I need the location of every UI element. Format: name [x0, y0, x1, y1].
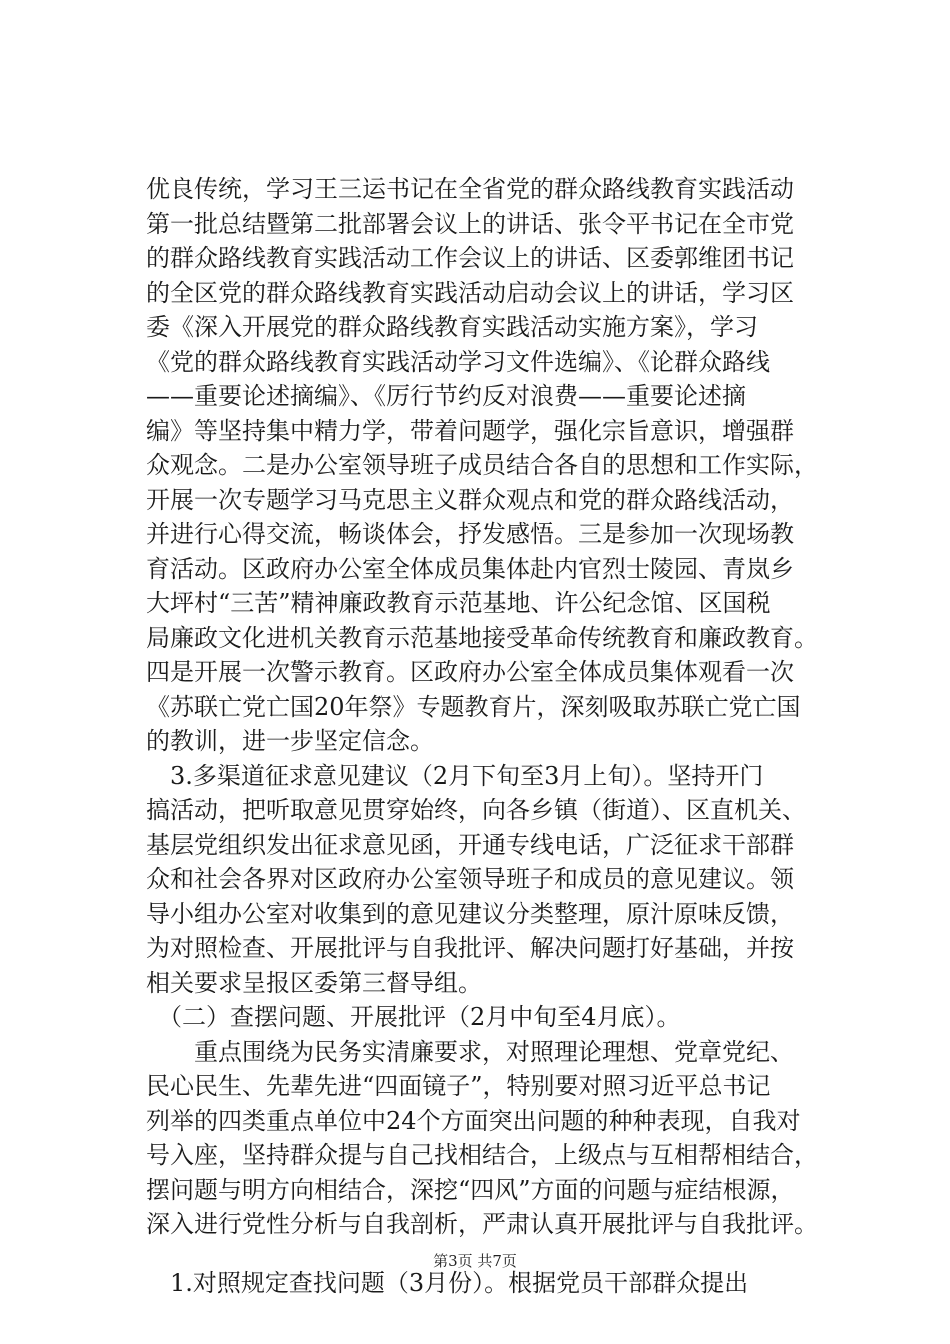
text-line: 3.多渠道征求意见建议（2月下旬至3月上旬）。坚持开门: [146, 761, 764, 790]
text-line: 摆问题与明方向相结合，深挖“四风”方面的问题与症结根源，: [146, 1175, 795, 1204]
text-line: 开展一次专题学习马克思主义群众观点和党的群众路线活动，: [146, 485, 794, 514]
text-line: 相关要求呈报区委第三督导组。: [146, 968, 482, 997]
text-line: 重点围绕为民务实清廉要求，对照理论理想、党章党纪、: [146, 1037, 794, 1066]
text-line: 的全区党的群众路线教育实践活动启动会议上的讲话，学习区: [146, 278, 794, 307]
text-line: 深入进行党性分析与自我剖析，严肃认真开展批评与自我批评。: [146, 1210, 818, 1238]
text-line: 搞活动，把听取意见贯穿始终，向各乡镇（街道）、区直机关、: [146, 796, 806, 824]
text-line: 《党的群众路线教育实践活动学习文件选编》、《论群众路线: [146, 347, 770, 376]
text-line: ——重要论述摘编》、《厉行节约反对浪费——重要论述摘: [146, 382, 746, 410]
text-line: 基层党组织发出征求意见函，开通专线电话，广泛征求干部群: [146, 830, 794, 859]
text-line: 1.对照规定查找问题（3月份）。根据党员干部群众提出: [146, 1268, 749, 1297]
text-line: 并进行心得交流，畅谈体会，抒发感悟。三是参加一次现场教: [146, 520, 794, 548]
page-footer: 第3页 共7页: [433, 1252, 517, 1270]
text-line: 众观念。二是办公室领导班子成员结合各自的思想和工作实际，: [146, 451, 818, 479]
text-line: 民心民生、先辈先进“四面镜子”，特别要对照习近平总书记: [146, 1072, 771, 1100]
text-line: 号入座，坚持群众提与自己找相结合，上级点与互相帮相结合，: [146, 1141, 818, 1169]
text-line: 委《深入开展党的群众路线教育实践活动实施方案》，学习: [146, 313, 758, 341]
text-line: 编》等坚持集中精力学，带着问题学，强化宗旨意识，增强群: [146, 416, 794, 445]
text-line: 育活动。区政府办公室全体成员集体赴内官烈士陵园、青岚乡: [146, 554, 794, 583]
text-line: 《苏联亡党亡国20年祭》专题教育片，深刻吸取苏联亡党亡国: [146, 692, 801, 721]
text-line: 四是开展一次警示教育。区政府办公室全体成员集体观看一次: [146, 658, 794, 686]
document-body: [146, 172, 836, 1300]
text-line: （二）查摆问题、开展批评（2月中旬至4月底）。: [146, 1003, 681, 1031]
text-line: 为对照检查、开展批评与自我批评、解决问题打好基础，并按: [146, 934, 794, 962]
text-line: 大坪村“三苦”精神廉政教育示范基地、许公纪念馆、区国税: [146, 589, 771, 617]
text-line: 的教训，进一步坚定信念。: [146, 727, 434, 755]
text-line: 第一批总结暨第二批部署会议上的讲话、张令平书记在全市党: [146, 209, 794, 238]
text-line: 导小组办公室对收集到的意见建议分类整理，原汁原味反馈，: [146, 899, 794, 928]
text-line: 优良传统，学习王三运书记在全省党的群众路线教育实践活动: [146, 175, 794, 203]
text-line: 众和社会各界对区政府办公室领导班子和成员的意见建议。领: [146, 865, 794, 893]
text-line: 局廉政文化进机关教育示范基地接受革命传统教育和廉政教育。: [146, 623, 818, 652]
text-line: 列举的四类重点单位中24个方面突出问题的种种表现，自我对: [146, 1106, 801, 1135]
text-line: 的群众路线教育实践活动工作会议上的讲话、区委郭维团书记: [146, 244, 794, 272]
